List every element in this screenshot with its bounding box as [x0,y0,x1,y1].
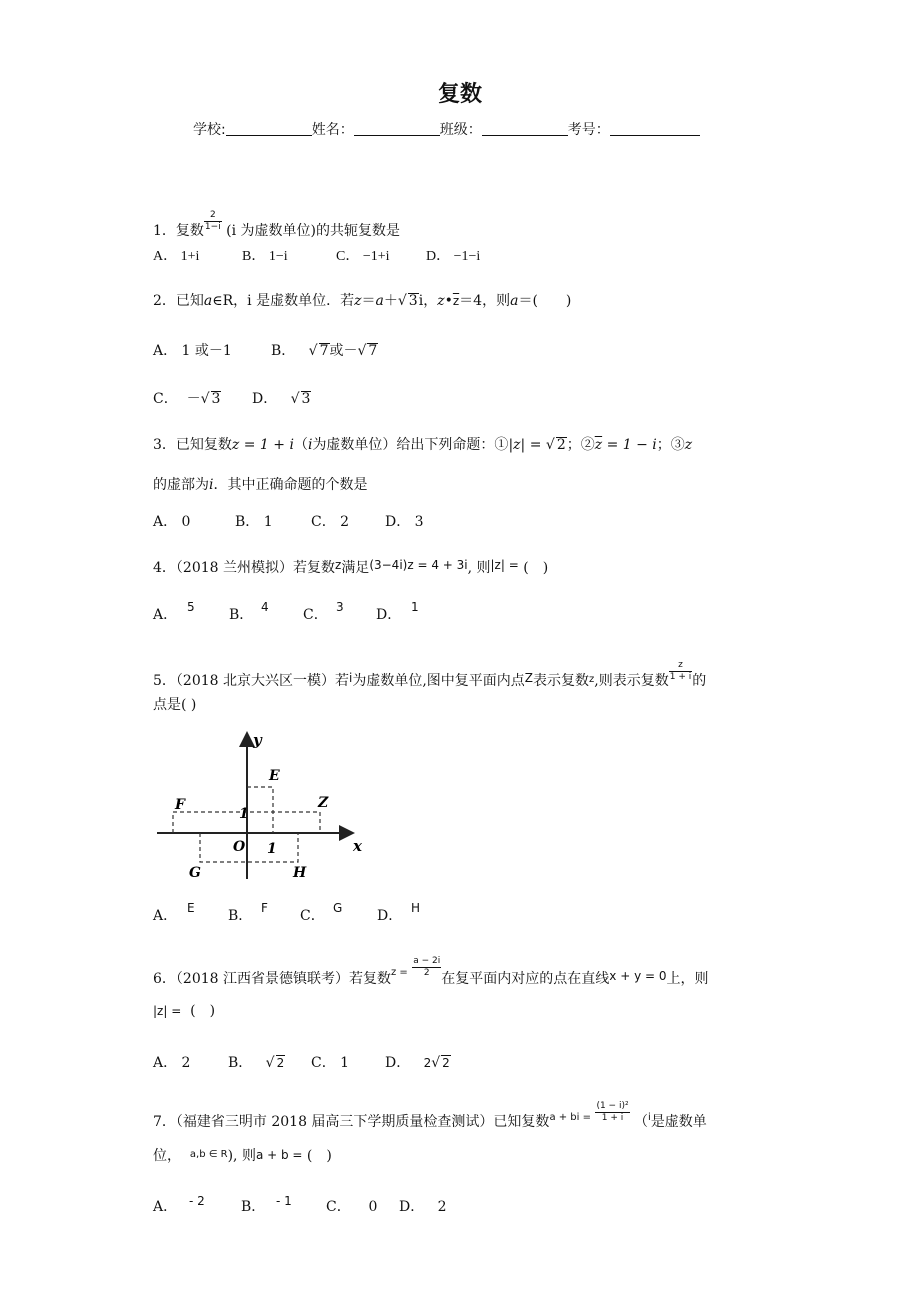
q1-frac-den: 1−i [204,222,221,232]
q1-option-d[interactable]: D． −1−i [426,249,481,264]
question-4 [153,556,548,577]
q7-option-d-label: D． [399,1199,425,1215]
q7-fraction [595,1101,629,1124]
q5-option-a-label: A． [153,908,178,924]
q6-option-a[interactable]: A． 2 [153,1055,191,1071]
q2-option-b[interactable]: B． √ 7或－√ 7 [271,343,378,359]
q6-line-equation: x + y = 0 [609,969,667,983]
class-label: 班级： [439,122,482,138]
q6-option-d-label: D． [385,1055,411,1071]
question-5 [153,660,706,696]
question-6-line2 [153,1002,215,1020]
q3-expr-2: = 1 − i [602,437,657,453]
q3-z-bar: $\overline{z}$ [594,437,603,453]
q7-option-b-value: - 1 [276,1194,292,1208]
q5-option-d[interactable] [377,901,421,925]
point-f-label: F [175,797,185,813]
q5-option-b[interactable] [228,901,268,925]
q6-text-1: 6．（2018 江西省景德镇联考）若复数 [153,971,391,987]
q7-option-c-value: 0 [368,1199,378,1215]
q2-text-1: 2．已知 [153,293,204,309]
q7-option-b[interactable] [241,1194,292,1216]
q4-option-a[interactable] [153,600,195,624]
q6-option-c[interactable]: C． 1 [311,1055,350,1071]
q4-text-2: 满足 [341,560,370,576]
q7-option-c[interactable] [326,1198,377,1216]
q3-var-i: i [307,437,313,453]
q5-var-i: i [349,671,353,685]
exam-no-blank[interactable] [610,121,700,136]
q4-equation: (3−4i)z = 4 + 3i [369,558,468,572]
q3-line2-a: 的虚部为 [153,477,209,493]
q6-option-b[interactable]: B． √ 2 [228,1055,285,1071]
q6-frac-den: 2 [423,968,430,978]
q6-fraction [412,956,441,979]
q3-abs-z: |z| = [508,437,546,453]
school-blank[interactable] [226,121,312,136]
q7-text-1: 7．（福建省三明市 2018 届高三下学期质量检查测试）已知复数 [153,1114,550,1130]
q2-option-c-sqrt: 3 [211,391,221,407]
rect-g-h [200,833,298,862]
x-axis-label: x [353,837,362,855]
q7-option-a-value: - 2 [189,1194,205,1208]
q2-option-b-label: B． [271,343,296,359]
q7-frac-num: (1 − i)² [596,1101,629,1111]
q5-option-a[interactable] [153,901,195,925]
point-g-label: G [189,865,201,881]
q5-option-c-label: C． [300,908,325,924]
point-e-label: E [269,768,280,784]
q5-text-5: 的 [692,673,707,689]
q6-blank: ( ) [190,1003,216,1019]
q3-text-3: 为虚数单位）给出下列命题：① [312,437,509,453]
y-axis-label: y [253,731,262,749]
q1-fraction [204,210,222,233]
q3-var-i-2: i [209,477,214,493]
class-blank[interactable] [482,121,568,136]
q5-text-1: 5．（2018 北京大兴区一模）若 [153,673,349,689]
q4-option-b-value: 4 [261,600,269,614]
q5-var-z: z [589,674,595,685]
q3-text-4: ；② [566,437,595,453]
q7-option-a[interactable] [153,1194,205,1216]
q7-lhs: a + bi = [549,1112,591,1123]
question-2: 2．已知a∈R，i 是虚数单位．若z＝a＋√ 3i，$z•\overline{z}=4$，则a＝( ) [153,293,572,309]
q2-option-c-minus: － [186,391,201,407]
q5-option-d-label: D． [377,908,403,924]
q7-frac-den: 1 + i [601,1113,624,1123]
school-label: 学校: [193,122,226,138]
q4-option-d-value: 1 [411,600,419,614]
q7-ask: a + b = [255,1148,303,1162]
q4-blank: ( ) [518,560,549,576]
q7-line2-b: ), 则 [227,1148,256,1164]
q5-fraction [669,660,693,683]
q4-option-a-value: 5 [187,600,195,614]
q6-option-d-sqrt: 2 [442,1056,450,1070]
q2-var-a: a [203,293,213,309]
y-tick-label: 1 [239,806,249,822]
q3-option-d[interactable]: D． 3 [385,514,424,530]
q2-var-a-3: a [510,293,519,309]
q2-text-8: ＝( ) [518,293,572,309]
q5-option-b-label: B． [228,908,253,924]
q4-text-3: , 则 [467,560,491,576]
q5-option-d-value: H [411,901,421,915]
q3-text-2: （ [293,437,308,453]
q5-point-z: Z [524,671,534,685]
q5-option-c-value: G [333,901,343,915]
q6-z-equals: z = [391,967,408,978]
q6-option-d-coef: 2 [423,1056,432,1070]
q3-line2-b: ．其中正确命题的个数是 [213,477,368,493]
q7-condition: a,b ∈ R [189,1149,228,1160]
q2-option-c[interactable]: C． －√ 3 [153,391,221,407]
q6-option-b-sqrt: 2 [276,1056,285,1070]
q4-option-d-label: D． [376,607,402,623]
q6-text-2: 在复平面内对应的点在直线 [441,971,610,987]
q7-blank: ( ) [302,1148,332,1164]
question-3: 3．已知复数z = 1 + i（i为虚数单位）给出下列命题：①|z| = √ 2；$②\overline{z} = 1 - i$；③z [153,437,693,453]
q2-dot: • [444,293,453,309]
q6-option-d[interactable]: D． 2√ 2 [385,1055,450,1071]
name-label: 姓名： [311,122,354,138]
q4-var-z: z [335,558,342,572]
q1-text: (i 为虚数单位)的共轭复数是 [221,223,401,239]
page-title: 复数 [437,82,482,107]
q3-option-b[interactable]: B． 1 [235,514,273,530]
x-tick-label: 1 [267,841,277,857]
q1-frac-num: 2 [204,210,222,222]
q4-option-b-label: B． [229,607,254,623]
q6-option-b-label: B． [228,1055,253,1071]
q2-var-z-2: z [437,293,445,309]
question-1 [153,210,400,246]
q7-option-a-label: A． [153,1199,178,1215]
point-z-label: Z [318,795,329,811]
q2-text-7: ＝4，则 [459,293,511,309]
q7-option-d[interactable] [399,1198,447,1216]
q3-var-z: z [684,437,693,453]
q3-text-1: 3．已知复数 [153,437,232,453]
q5-option-b-value: F [261,901,268,915]
q5-frac-den: 1 + i [669,672,692,682]
q2-option-b-sqrt1: 7 [319,343,329,359]
q2-option-d[interactable]: D． √ 3 [252,391,311,407]
rect-e [247,787,273,833]
q2-z-conjugate: $\overline{z}$ [452,294,460,308]
q5-option-a-value: E [187,901,195,915]
q3-expr: z = 1 + i [231,437,294,453]
q3-text-5: ；③ [656,437,685,453]
q6-abs-z: |z| = [153,1004,182,1018]
q1-option-c[interactable]: C． −1+i [336,249,390,264]
q7-text-2: （ [634,1114,649,1130]
question-7-line2 [153,1146,332,1165]
q5-option-c[interactable] [300,901,343,925]
complex-plane-figure [155,727,365,887]
name-blank[interactable] [354,121,440,136]
question-7 [153,1101,707,1137]
q7-option-c-label: C． [326,1199,351,1215]
q4-option-d[interactable] [376,600,419,624]
q2-option-b-mid: 或－ [329,343,358,359]
q2-option-a[interactable]: A． 1 或－1 [153,343,232,359]
q7-line2-a: 位， [153,1148,181,1164]
q4-option-a-label: A． [153,607,178,623]
q4-option-c-label: C． [303,607,328,623]
question-6 [153,956,709,994]
question-3-line2 [153,476,367,494]
q2-text-2: ∈R，i 是虚数单位．若 [212,293,355,309]
q2-sqrt-3: 3 [408,293,418,309]
q4-option-c[interactable] [303,600,344,624]
q3-sqrt-2: 2 [556,437,566,453]
point-h-label: H [293,865,307,881]
q4-abs-z: |z| = [490,558,519,572]
q5-text-3: 表示复数 [533,673,590,689]
q7-var-i: i [648,1112,651,1123]
q2-text-5: i， [418,293,438,309]
q6-text-3: 上，则 [666,971,709,987]
q3-option-a[interactable]: A． 0 [153,514,191,530]
exam-no-label: 考号： [567,122,610,138]
q1-option-b[interactable]: B． 1−i [242,249,288,264]
q2-option-c-label: C． [153,391,178,407]
q5-frac-num: z [669,660,693,672]
q1-option-a[interactable]: A． 1+i [153,249,200,264]
origin-label: O [233,839,246,855]
q3-option-c[interactable]: C． 2 [311,514,350,530]
q2-text-3: ＝ [361,293,376,309]
q5-text-2: 为虚数单位,图中复平面内点 [352,673,525,689]
q7-option-b-label: B． [241,1199,266,1215]
q5-text-4: ,则表示复数 [594,673,669,689]
q1-prefix: 1．复数 [153,223,204,239]
q4-option-c-value: 3 [336,600,344,614]
q2-option-b-sqrt2: 7 [368,343,378,359]
q4-option-b[interactable] [229,600,269,624]
question-5-line2: 点是( ) [153,697,197,713]
q7-option-d-value: 2 [437,1199,447,1215]
q2-option-d-sqrt: 3 [301,391,311,407]
q6-frac-num: a − 2i [413,956,441,966]
q4-text-1: 4．（2018 兰州模拟）若复数 [153,560,335,576]
student-info-row [193,121,700,139]
q2-text-4: ＋ [383,293,398,309]
q7-text-3: 是虚数单 [650,1114,707,1130]
q2-var-a-2: a [375,293,384,309]
q2-var-z: z [354,293,362,309]
q2-option-d-label: D． [252,391,278,407]
